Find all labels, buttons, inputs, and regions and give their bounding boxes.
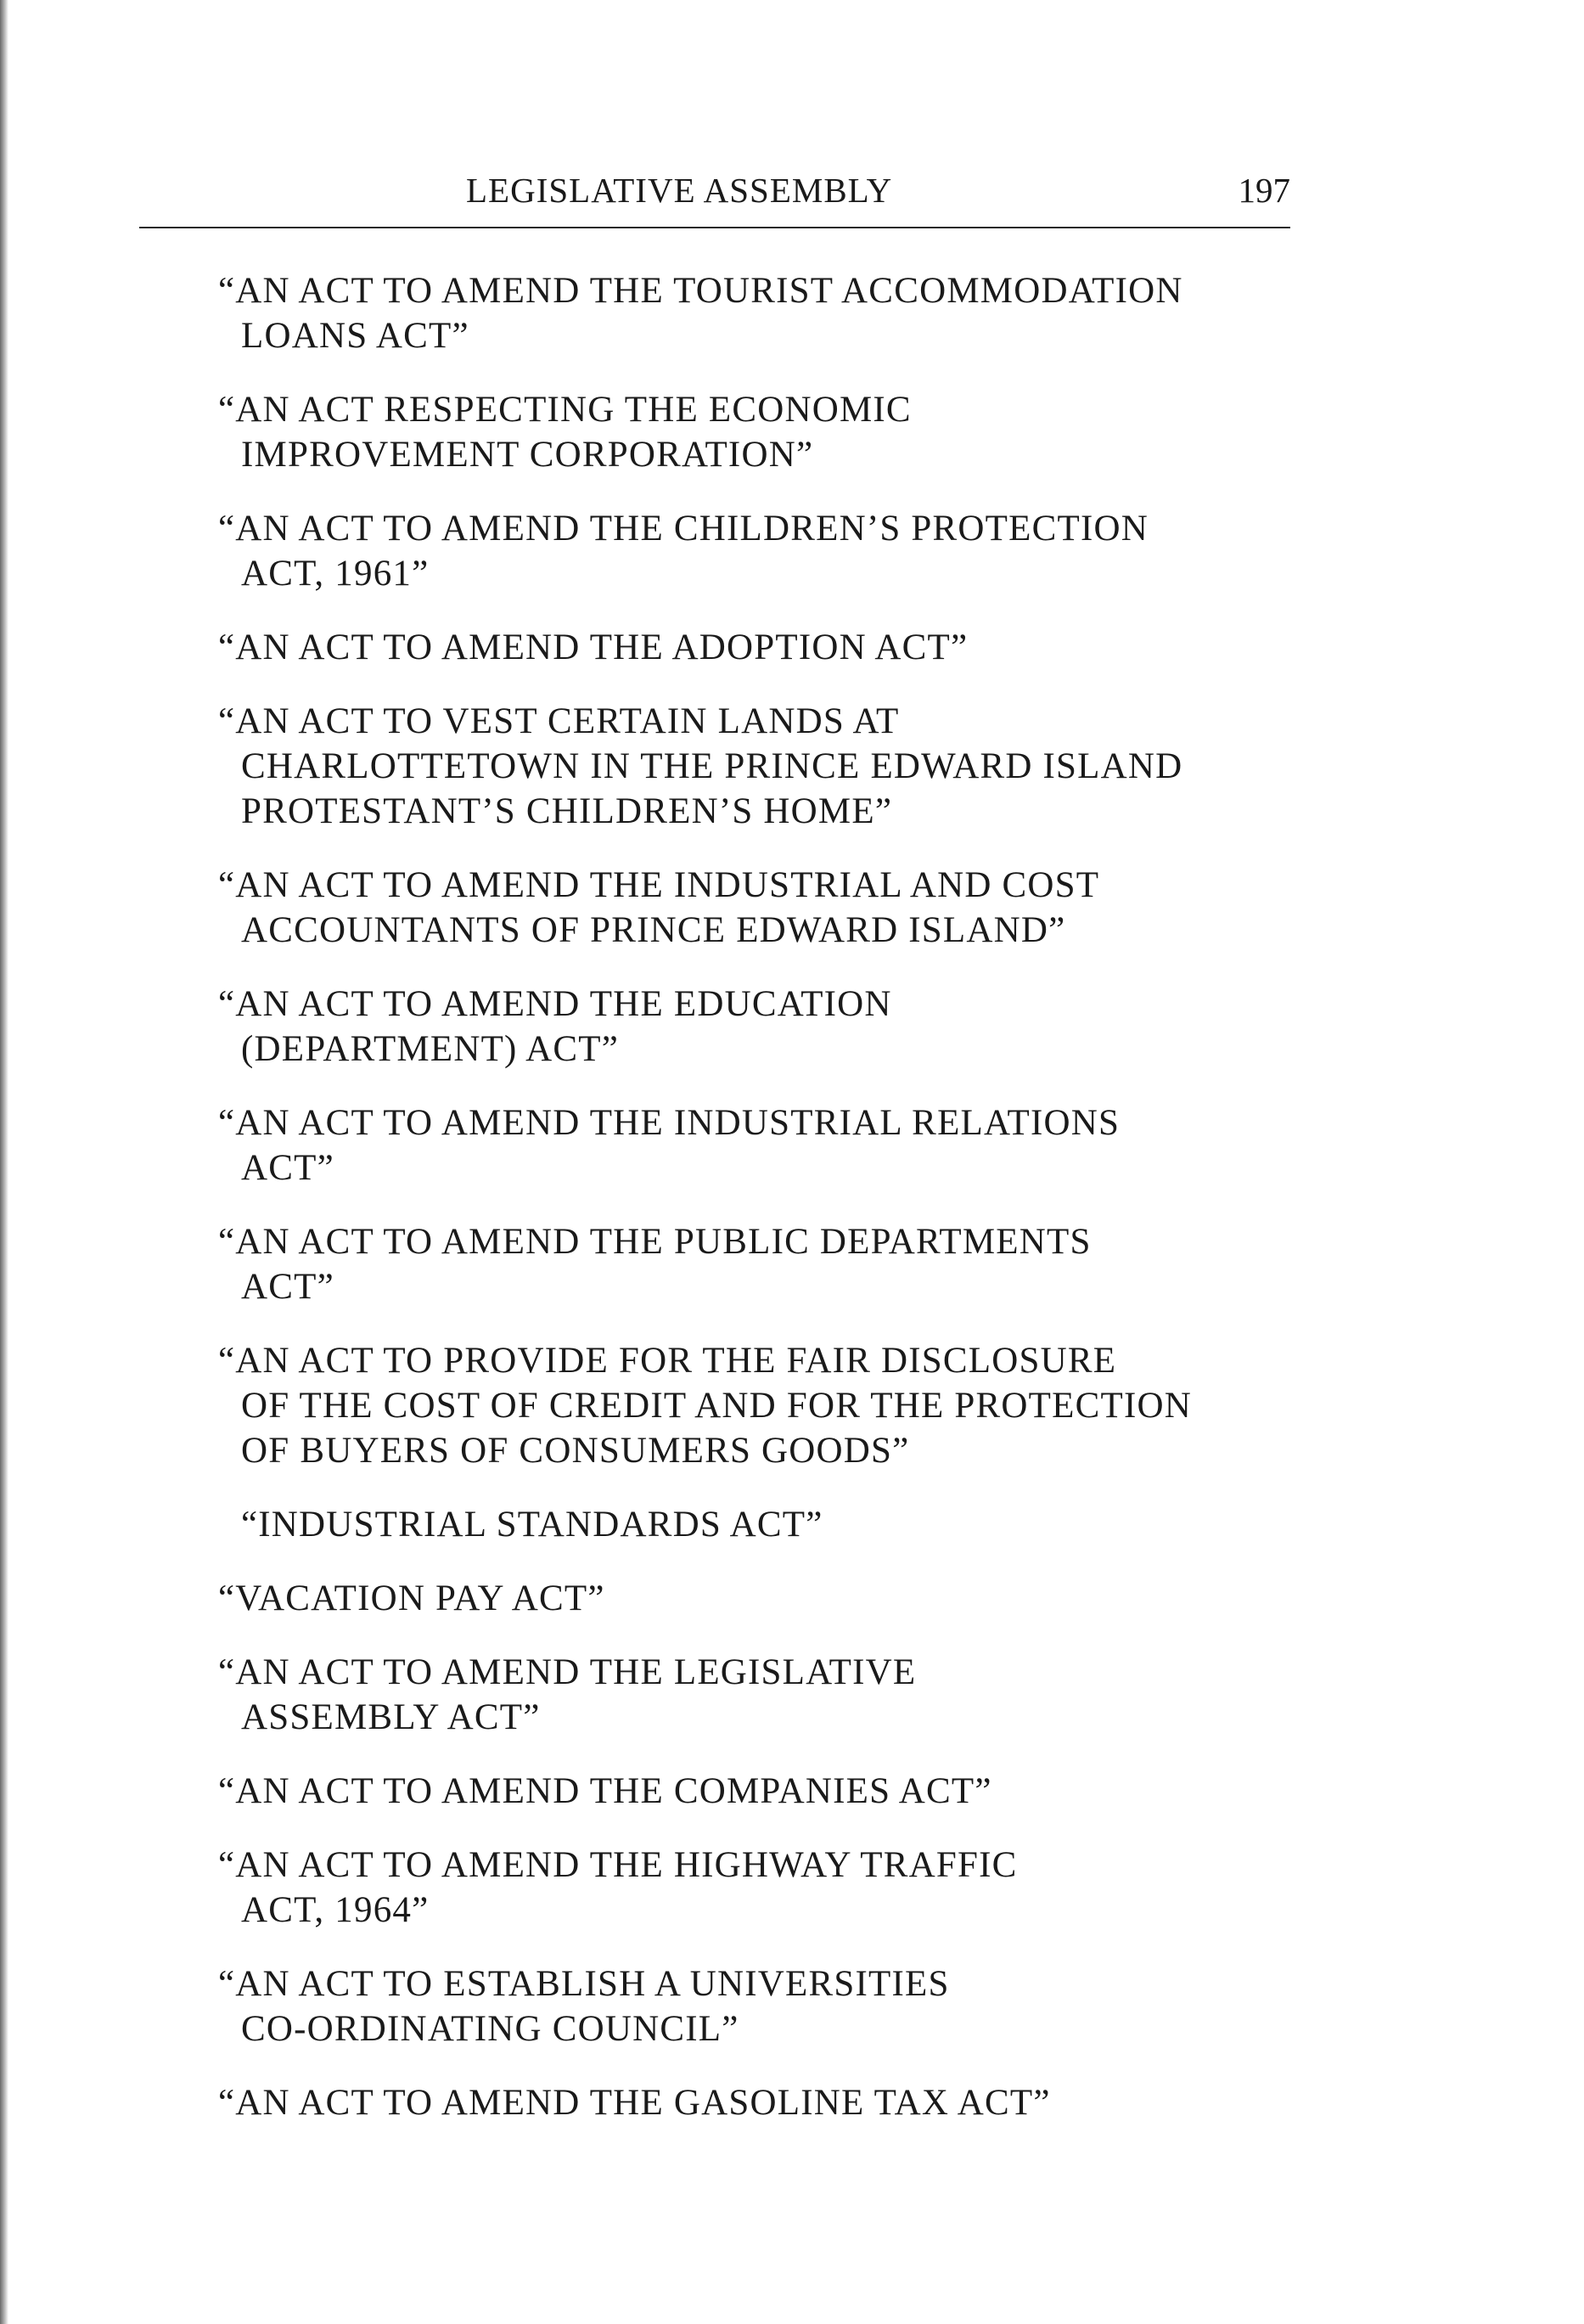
act-item: “AN ACT TO AMEND THE PUBLIC DEPARTMENTS ACT” [218, 1222, 1092, 1307]
act-item: “AN ACT TO AMEND THE EDUCATION (DEPARTMENT) ACT” [218, 984, 892, 1069]
act-item: “AN ACT TO AMEND THE INDUSTRIAL RELATIONS ACT” [218, 1103, 1121, 1188]
act-item: “AN ACT TO AMEND THE TOURIST ACCOMMODATION LOANS ACT” [218, 271, 1183, 356]
header-rule [139, 227, 1290, 228]
act-item: “AN ACT TO AMEND THE GASOLINE TAX ACT” [218, 2083, 1051, 2123]
act-item: “INDUSTRIAL STANDARDS ACT” [241, 1505, 823, 1545]
act-item: “AN ACT TO AMEND THE CHILDREN’S PROTECTION ACT, 1961” [218, 509, 1149, 594]
page-header [139, 170, 1290, 229]
act-item: “AN ACT RESPECTING THE ECONOMIC IMPROVEMENT CORPORATION” [218, 390, 912, 475]
act-item: “AN ACT TO AMEND THE ADOPTION ACT” [218, 627, 969, 667]
act-item: “AN ACT TO ESTABLISH A UNIVERSITIES CO-ORDINATING COUNCIL” [218, 1964, 950, 2049]
act-item: “AN ACT TO AMEND THE HIGHWAY TRAFFIC ACT, 1964” [218, 1845, 1018, 1930]
page-edge-shadow [0, 0, 8, 2324]
act-item: “AN ACT TO AMEND THE COMPANIES ACT” [218, 1771, 992, 1811]
act-item: “AN ACT TO AMEND THE INDUSTRIAL AND COST ACCOUNTANTS OF PRINCE EDWARD ISLAND” [218, 865, 1100, 950]
act-item: “AN ACT TO PROVIDE FOR THE FAIR DISCLOSURE OF THE COST OF CREDIT AND FOR THE PROTECTION OF BUYERS OF CONSUMERS GOODS” [218, 1341, 1192, 1471]
act-list [218, 268, 1313, 2154]
act-item: “AN ACT TO VEST CERTAIN LANDS AT CHARLOTTETOWN IN THE PRINCE EDWARD ISLAND PROTESTANT’S CHILDREN’S HOME” [218, 701, 1183, 831]
act-item: “AN ACT TO AMEND THE LEGISLATIVE ASSEMBLY ACT” [218, 1652, 917, 1737]
act-item: “VACATION PAY ACT” [218, 1578, 605, 1618]
page-number: 197 [1238, 171, 1290, 210]
running-title: LEGISLATIVE ASSEMBLY [466, 171, 893, 210]
